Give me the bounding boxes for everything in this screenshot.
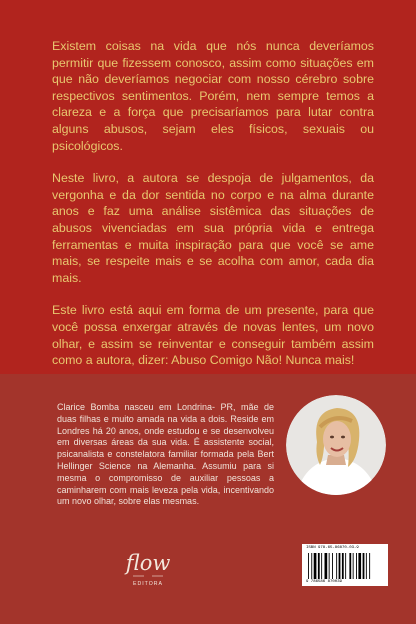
author-photo [286,395,386,495]
publisher-sub: EDITORA [133,581,163,587]
flow-editora-logo [116,549,180,591]
blurb-paragraph-3: Este livro está aqui em forma de um presente, para que você possa enxergar através de novas lentes, um novo olhar, e assim se reinventar e conseguir também assim como a autora, dizer: Abuso Comigo Não! Nunca mais! [52,303,374,368]
author-bio: Clarice Bomba nasceu em Londrina- PR, mãe de duas filhas e muito amada na vida a dois. Reside em Londres há 20 anos, onde estudou e se desenvolveu em diversas áreas da sua vida. É assistente social, psicanalista e constelatora familiar formada pela Bert Hellinger Science na Alemanha. Assumiu para si mesma o compromisso de auxiliar pessoas a caminharem com mais leveza pela vida, incentivando um novo olhar, sobre elas mesmas. [57,402,274,507]
isbn-label: ISBN 978-65-86870-03-9 [306,546,359,550]
back-cover-blurb [52,38,374,385]
blurb-paragraph-1: Existem coisas na vida que nós nunca deveríamos permitir que fizessem conosco, assim como situações em que não deveríamos negociar com nosso cérebro sobre respectivos sentimentos. Porém, nem sempre temos a clareza e a força que precisaríamos para lutar contra alguns abusos, sejam eles físicos, sexuais ou psicológicos. [52,39,374,153]
barcode-digits: 9 786586 870039 [306,580,343,584]
blurb-paragraph-2: Neste livro, a autora se despoja de julgamentos, da vergonha e da dor sentida no corpo e na alma durante anos e faz uma análise sistêmica das situações de abusos vivenciadas em sua própria vida e entrega ferramentas e muita inspiração para que você se ame mais, se respeite mais e se acolha com amor, cada dia mais. [52,171,374,285]
barcode [302,544,388,586]
publisher-name: flow [125,551,171,575]
